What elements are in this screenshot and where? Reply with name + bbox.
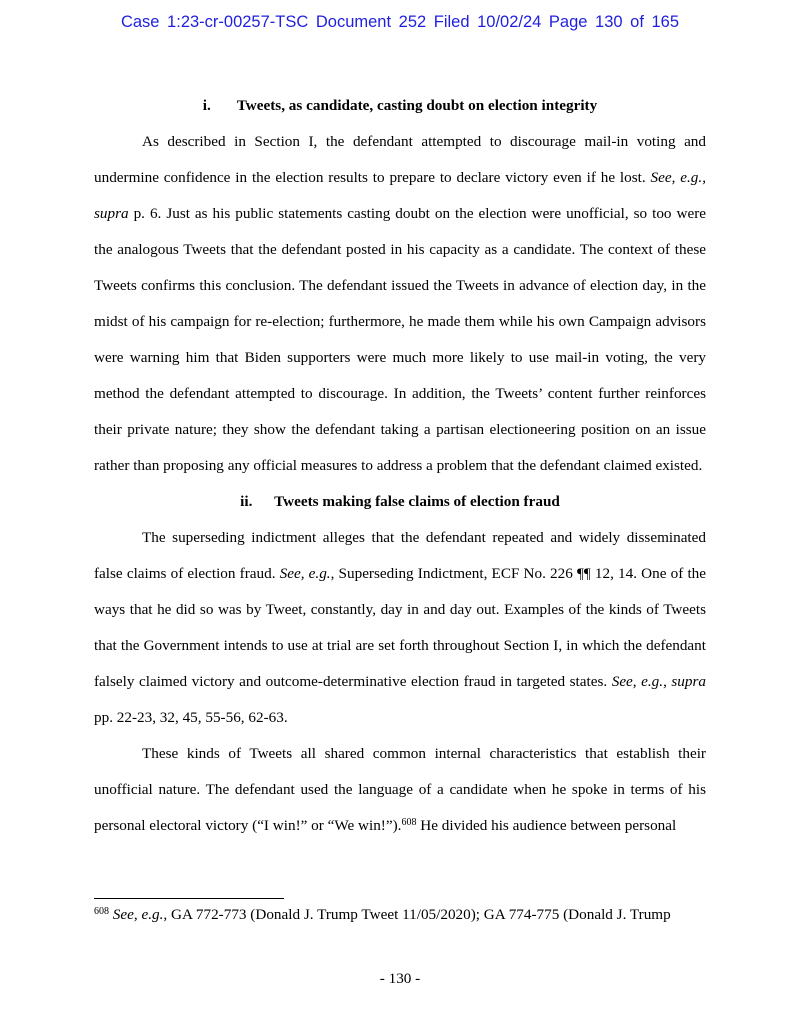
paragraph — [94, 736, 706, 844]
section-heading-i — [94, 88, 706, 124]
text-run: As described in Section I, the defendant attempted to discourage mail-in voting and undermine confidence in the election results to prepare to declare victory even if he lost. — [94, 133, 706, 186]
text-run: , — [702, 169, 706, 186]
text-run: , Superseding Indictment, ECF No. 226 ¶¶ 12, 14. One of the ways that he did so was by Tweet, constantly, day in and day out. Examples of the kinds of Tweets that the Government intends to use at trial are set forth throughout Section I, in which the defendant falsely claimed victory and outcome-determinative election fraud in targeted states. — [94, 565, 706, 690]
text-run: p. 6. Just as his public statements casting doubt on the election were unofficial, so too were the analogous Tweets that the defendant posted in his capacity as a candidate. The context of these Tweets confirms this conclusion. The defendant issued the Tweets in advance of election day, in the midst of his campaign for re-election; furthermore, he made them while his own Campaign advisors were warning him that Biden supporters were much more likely to use mail-in voting, the very method the defendant attempted to discourage. In addition, the Tweets’ content further reinforces their private nature; they show the defendant taking a partisan electioneering position on an issue rather than proposing any official measures to address a problem that the defendant claimed existed. — [94, 205, 706, 474]
section-number: ii. — [240, 493, 253, 510]
paragraph — [94, 520, 706, 736]
text-run: The superseding indictment alleges that the defendant repeated and widely disseminated false claims of election fraud. — [94, 529, 706, 582]
case-header: Case 1:23-cr-00257-TSC Document 252 Filed 10/02/24 Page 130 of 165 — [120, 13, 680, 31]
section-title: Tweets, as candidate, casting doubt on election integrity — [236, 97, 598, 114]
document-body — [94, 88, 706, 844]
citation-signal: See, e.g. — [112, 906, 164, 923]
citation-signal: See, e.g. — [279, 565, 331, 582]
paragraph — [94, 124, 706, 484]
citation-signal: supra — [671, 673, 706, 690]
text-run: pp. 22-23, 32, 45, 55-56, 62-63. — [94, 709, 288, 726]
citation-signal: supra — [94, 205, 129, 222]
text-run: These kinds of Tweets all shared common internal characteristics that establish their unofficial nature. The defendant used the language of a candidate when he spoke in terms of his personal electoral victory (“I win!” or “We win!”). — [94, 745, 706, 834]
text-run: , — [663, 673, 672, 690]
section-heading-ii — [94, 484, 706, 520]
footnote-divider — [94, 898, 284, 899]
text-run: He divided his audience between personal — [416, 817, 677, 834]
citation-signal: See, e.g. — [611, 673, 664, 690]
citation-signal: See, e.g. — [650, 169, 703, 186]
footnote-reference: 608 — [401, 817, 417, 828]
page-number: - 130 - — [379, 970, 421, 987]
section-title: Tweets making false claims of election fraud — [274, 493, 560, 510]
footnote — [94, 903, 706, 927]
footnote-text: , GA 772-773 (Donald J. Trump Tweet 11/05/2020); GA 774-775 (Donald J. Trump — [163, 906, 671, 923]
section-number: i. — [202, 97, 211, 114]
footnote-number: 608 — [94, 906, 109, 917]
